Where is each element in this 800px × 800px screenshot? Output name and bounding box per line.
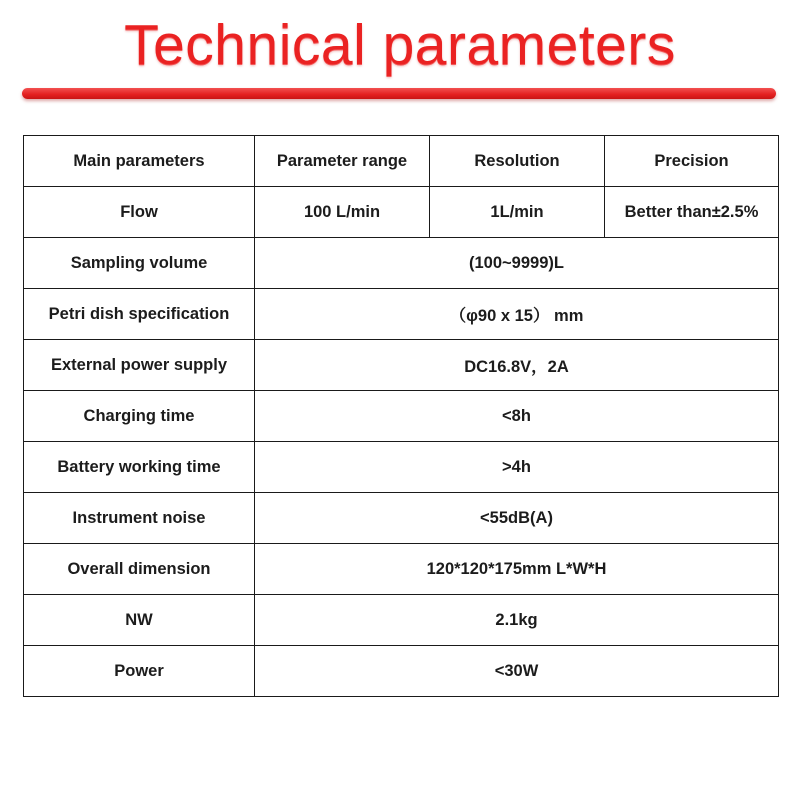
row-label: Flow <box>24 187 255 238</box>
title-underline <box>22 88 776 99</box>
table-row <box>24 238 779 289</box>
header-precision: Precision <box>605 136 779 187</box>
table-row <box>24 646 779 697</box>
row-value: >4h <box>255 442 779 493</box>
row-value: (100~9999)L <box>255 238 779 289</box>
row-value: （φ90 x 15） mm <box>255 289 779 340</box>
row-value: <8h <box>255 391 779 442</box>
table-row <box>24 289 779 340</box>
row-value: DC16.8V，2A <box>255 340 779 391</box>
header-resolution: Resolution <box>430 136 605 187</box>
row-label: Overall dimension <box>24 544 255 595</box>
table-row <box>24 391 779 442</box>
table-row <box>24 340 779 391</box>
header-main-parameters: Main parameters <box>24 136 255 187</box>
row-value: <30W <box>255 646 779 697</box>
table-row <box>24 595 779 646</box>
row-label: Charging time <box>24 391 255 442</box>
page-title: Technical parameters <box>124 13 676 77</box>
table-row <box>24 187 779 238</box>
row-value: Better than±2.5% <box>605 187 779 238</box>
table-header-row <box>24 136 779 187</box>
table-row <box>24 442 779 493</box>
row-value: 100 L/min <box>255 187 430 238</box>
table-row <box>24 544 779 595</box>
row-label: NW <box>24 595 255 646</box>
header-parameter-range: Parameter range <box>255 136 430 187</box>
row-label: External power supply <box>24 340 255 391</box>
row-label: Power <box>24 646 255 697</box>
row-value: 2.1kg <box>255 595 779 646</box>
parameters-table <box>23 135 779 697</box>
row-value: 1L/min <box>430 187 605 238</box>
row-label: Petri dish specification <box>24 289 255 340</box>
row-label: Instrument noise <box>24 493 255 544</box>
table-row <box>24 493 779 544</box>
row-label: Battery working time <box>24 442 255 493</box>
row-label: Sampling volume <box>24 238 255 289</box>
row-value: 120*120*175mm L*W*H <box>255 544 779 595</box>
row-value: <55dB(A) <box>255 493 779 544</box>
